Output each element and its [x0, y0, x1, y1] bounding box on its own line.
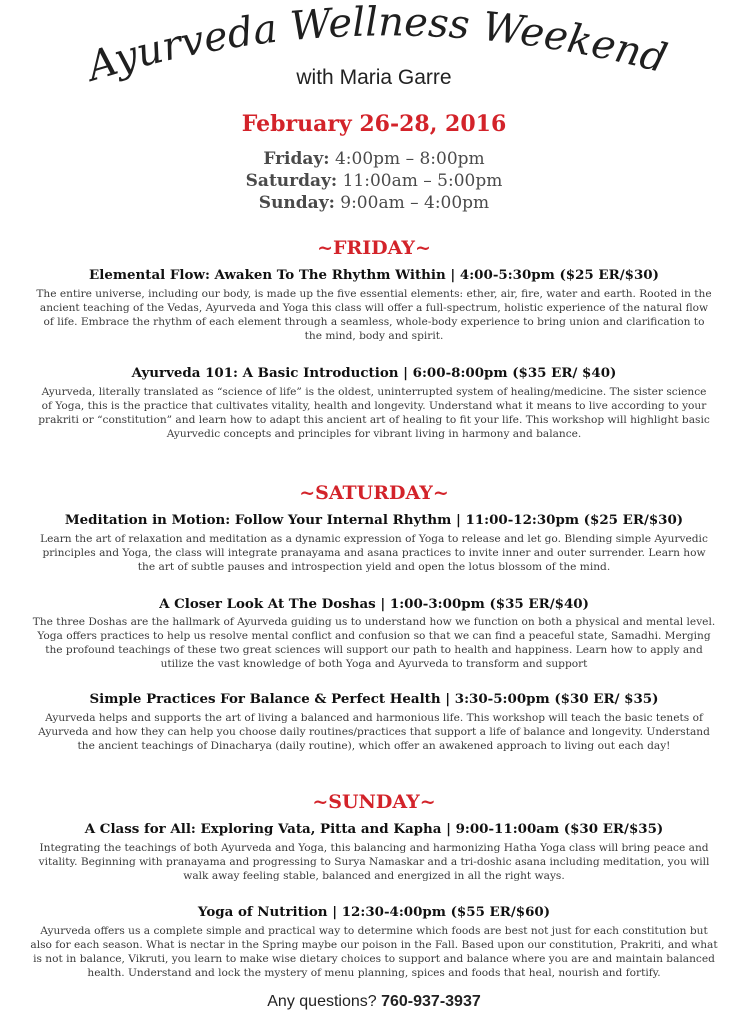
schedule-row-sunday [0, 192, 748, 214]
description-line: utilize the vast knowledge of both Yoga and Ayurveda to transform and support [160, 658, 588, 670]
schedule-time: 9:00am – 4:00pm [340, 193, 490, 213]
session-title: Meditation in Motion: Follow Your Internal Rhythm | 11:00-12:30pm ($25 ER/$30) [64, 512, 684, 528]
description-line: the profound teachings of these two great sciences will support our path to health and happiness. Learn how to apply and [45, 644, 703, 656]
session-title: Simple Practices For Balance & Perfect Health | 3:30-5:00pm ($30 ER/ $35) [89, 691, 659, 707]
description-line: the ancient teachings of Dinacharya (daily routine), which offer an awakened approach to living out each day! [77, 740, 671, 752]
title-block [0, 0, 748, 95]
session-description [12, 615, 736, 671]
description-line: ancient teaching of the Vedas, Ayurveda and Yoga this class will offer a full-spectrum, holistic experience of the natural flow [39, 302, 709, 314]
phone-link[interactable]: 760-937-3937 [381, 993, 481, 1010]
schedule-time: 11:00am – 5:00pm [342, 171, 503, 191]
event-dates: February 26-28, 2016 [241, 111, 507, 137]
session-title: Ayurveda 101: A Basic Introduction | 6:00-8:00pm ($35 ER/ $40) [131, 365, 617, 381]
description-line: health. Understand and lock the mystery of menu planning, spices and foods that heal, nourish and fortify. [87, 967, 661, 979]
schedule-label: Sunday: [258, 193, 335, 213]
session-description [12, 532, 736, 574]
session-description [12, 841, 736, 883]
description-line: the mind, body and spirit. [304, 330, 444, 342]
session-title: Elemental Flow: Awaken To The Rhythm Within | 4:00-5:30pm ($25 ER/$30) [89, 267, 659, 283]
schedule-row-saturday [0, 170, 748, 192]
description-line: The entire universe, including our body, is made up the five essential elements: ether, air, fire, water and earth. Rooted in the [36, 288, 712, 300]
host-line [0, 66, 748, 90]
session-description [12, 385, 736, 441]
description-line: The three Doshas are the hallmark of Ayurveda guiding us to understand how we function on both a physical and mental level. [32, 616, 716, 628]
description-line: walk away feeling stable, balanced and energized in all the right ways. [183, 870, 565, 882]
description-line: Integrating the teachings of both Ayurveda and Yoga, this balancing and harmonizing Hatha Yoga class will bring peace and [39, 842, 709, 854]
host-name: Maria Garre [339, 66, 452, 89]
description-line: Yoga offers practices to help us resolve mental conflict and confusion so that we can find a peaceful state, Samadhi. Merging [37, 630, 711, 642]
schedule [0, 148, 748, 214]
description-line: of Yoga, this is the practice that cultivates vitality, health and longevity. Understand what it means to live according to your [41, 400, 707, 412]
schedule-label: Saturday: [245, 171, 338, 191]
description-line: Ayurveda, literally translated as “science of life” is the oldest, uninterrupted system of healing/medicine. The sister science [41, 386, 707, 398]
day-heading-friday: ~FRIDAY~ [317, 237, 431, 259]
description-line: vitality. Beginning with pranayama and progressing to Surya Namaskar and a tri-doshic asana including meditation, you will [38, 856, 710, 868]
questions-prompt: Any questions? [267, 993, 377, 1010]
day-heading-sunday: ~SUNDAY~ [312, 791, 436, 813]
description-line: principles and Yoga, the class will integrate pranayama and asana practices to invite inner and outer surrender. Learn how [42, 547, 706, 559]
schedule-label: Friday: [263, 149, 330, 169]
session-title: A Class for All: Exploring Vata, Pitta and Kapha | 9:00-11:00am ($30 ER/$35) [84, 821, 664, 837]
description-line: Learn the art of relaxation and meditation as a dynamic expression of Yoga to release and let go. Blending simple Ayurvedic [40, 533, 708, 545]
session-title: A Closer Look At The Doshas | 1:00-3:00pm ($35 ER/$40) [159, 596, 589, 612]
description-line: Ayurveda offers us a complete simple and practical way to determine which foods are best not just for each constitution but [40, 925, 708, 937]
session-description [12, 924, 736, 980]
description-line: prakriti or “constitution” and learn how to adapt this ancient art of healing to fit your life. This workshop will highlight basic [38, 414, 710, 426]
description-line: the art of subtle pauses and introspection yield and open the lotus blossom of the mind. [137, 561, 611, 573]
description-line: Ayurvedic concepts and principles for vibrant living in harmony and balance. [166, 428, 582, 440]
session-description [12, 287, 736, 343]
session-description [12, 711, 736, 753]
schedule-time: 4:00pm – 8:00pm [334, 149, 485, 169]
event-title: Ayurveda Wellness Weekend [82, 0, 672, 91]
description-line: Ayurveda and how they can help you choose daily routines/practices that support a life of balance and longevity. Understand [38, 726, 710, 738]
schedule-row-friday [0, 148, 748, 170]
contact-line [0, 993, 748, 1011]
day-heading-saturday: ~SATURDAY~ [299, 482, 449, 504]
description-line: also for each season. What is nectar in the Spring maybe our poison in the Fall. Based upon our constitution, Prakriti, and what [30, 939, 718, 951]
description-line: Ayurveda helps and supports the art of living a balanced and harmonious life. This workshop will teach the basic tenets of [45, 712, 703, 724]
description-line: of life. Embrace the rhythm of each element through a seamless, whole-body experience to bring union and clarification to [43, 316, 705, 328]
description-line: is not in balance, Vikruti, you learn to make wise dietary choices to support and balance where you are and maintain balanced [33, 953, 715, 965]
session-title: Yoga of Nutrition | 12:30-4:00pm ($55 ER/$60) [197, 904, 551, 920]
with-prefix: with [296, 66, 334, 89]
